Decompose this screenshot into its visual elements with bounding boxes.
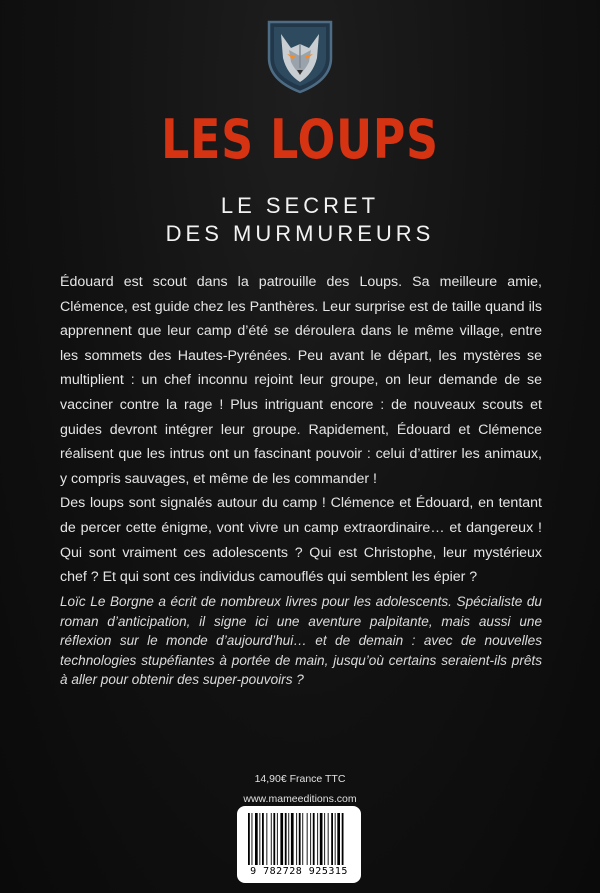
synopsis-paragraph-2: Des loups sont signalés autour du camp ! Clémence et Édouard, en tentant de percer cette énigme, vont vivre un camp extraordinaire… et dangereux ! Qui sont vraiment ces adolescents ? Qui est Christophe, leur mystérieux chef ? Et qui sont ces individus camouflés qui semblent les épier ? [60,495,542,586]
book-title-line2: DES MURMUREURS [165,221,435,246]
book-title [0,192,600,248]
synopsis [60,270,542,590]
book-title-line1: LE SECRET [220,193,380,218]
barcode [237,806,361,883]
wolf-shield-icon [265,18,335,94]
price-label: 14,90€ France TTC [254,773,346,785]
author-note: Loïc Le Borgne a écrit de nombreux livres pour les adolescents. Spécialiste du roman d’anticipation, il signe ici une aventure palpitante, mais aussi une réflexion sur le monde d’aujourd’hui… et de demain : avec de nouvelles technologies stupéfiantes à portée de main, jusqu’où certains seraient-ils prêts à aller pour obtenir des super-pouvoirs ? [60,594,542,688]
barcode-icon [247,813,351,865]
series-title: LES LOUPS [161,108,439,171]
publisher-website: www.mameeditions.com [243,793,357,805]
synopsis-paragraph-1: Édouard est scout dans la patrouille des Loups. Sa meilleure amie, Clémence, est guide chez les Panthères. Leur surprise est de taille quand ils apprennent que leur camp d’été se déroulera dans le même village, entre les sommets des Hautes-Pyrénées. Peu avant le départ, les mystères se multiplient : un chef inconnu rejoint leur groupe, on leur demande de se vacciner contre la rage ! Plus intriguant encore : de nouveaux scouts et guides devront intégrer leur groupe. Rapidement, Édouard et Clémence réalisent que les intrus ont un fascinant pouvoir : celui d’attirer les animaux, y compris sauvages, et même de les commander ! [60,274,542,487]
isbn-number: 9 782728 925315 [250,866,348,877]
